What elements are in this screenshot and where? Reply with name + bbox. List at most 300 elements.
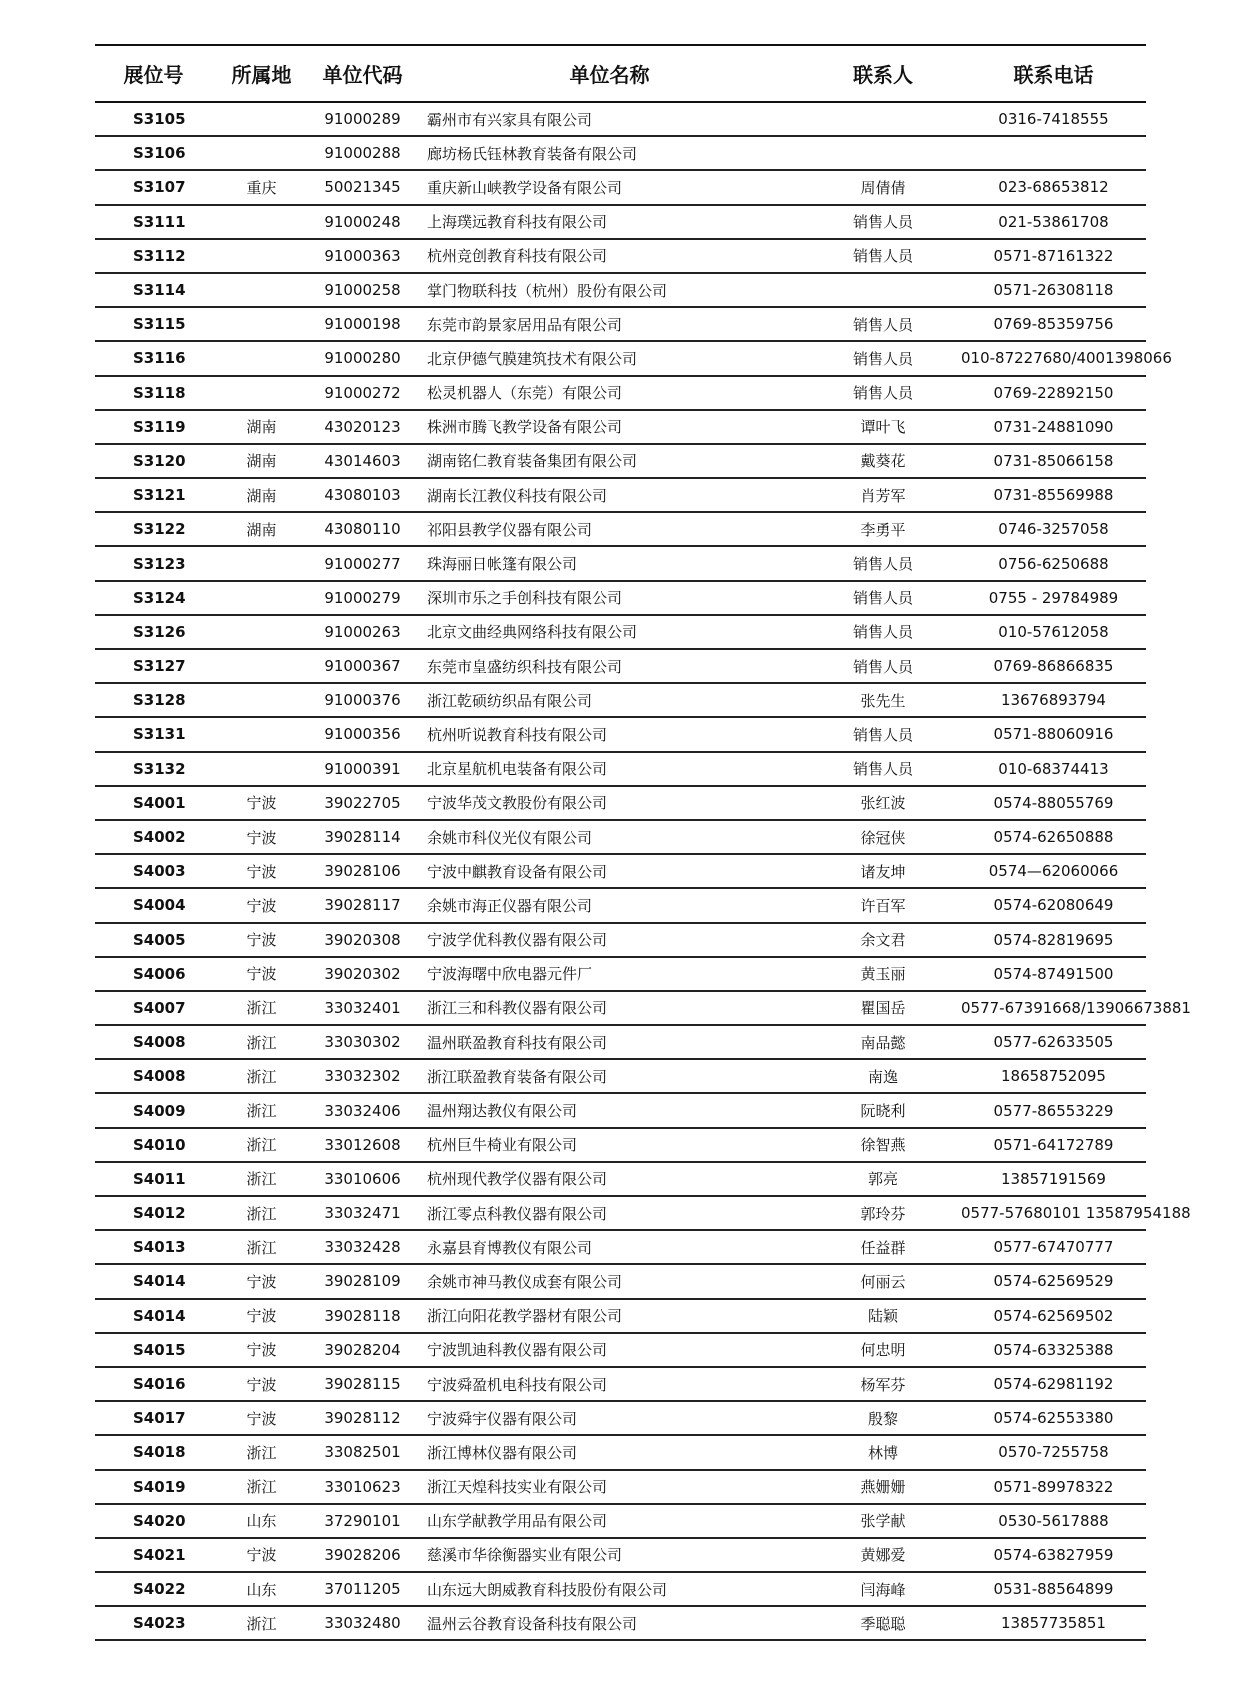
company-name-cell: 杭州竞创教育科技有限公司: [414, 239, 805, 273]
contact-cell: 张先生: [805, 683, 961, 717]
region-cell: 重庆: [212, 170, 311, 204]
table-row: [95, 1093, 1146, 1127]
phone-cell: 0316-7418555: [961, 102, 1146, 136]
company-name-cell: 深圳市乐之手创科技有限公司: [414, 581, 805, 615]
booth-cell: S3123: [95, 546, 212, 580]
company-name-cell: 山东学献教学用品有限公司: [414, 1504, 805, 1538]
region-cell: [212, 239, 311, 273]
code-cell: 39028206: [311, 1538, 414, 1572]
table-row: [95, 205, 1146, 239]
code-cell: 91000272: [311, 376, 414, 410]
table-row: [95, 102, 1146, 136]
code-cell: 91000356: [311, 717, 414, 751]
code-cell: 33032480: [311, 1606, 414, 1640]
phone-cell: 0769-22892150: [961, 376, 1146, 410]
code-cell: 39028115: [311, 1367, 414, 1401]
booth-cell: S4006: [95, 957, 212, 991]
phone-cell: 021-53861708: [961, 205, 1146, 239]
code-cell: 33032428: [311, 1230, 414, 1264]
table-row: [95, 1572, 1146, 1606]
contact-cell: 任益群: [805, 1230, 961, 1264]
booth-cell: S4001: [95, 786, 212, 820]
booth-cell: S3122: [95, 512, 212, 546]
company-name-cell: 重庆新山峡教学设备有限公司: [414, 170, 805, 204]
contact-cell: 张红波: [805, 786, 961, 820]
header-contact: 联系人: [805, 45, 961, 102]
company-name-cell: 宁波海曙中欣电器元件厂: [414, 957, 805, 991]
contact-cell: 徐冠侠: [805, 820, 961, 854]
table-row: [95, 307, 1146, 341]
code-cell: 91000248: [311, 205, 414, 239]
table-row: [95, 1162, 1146, 1196]
region-cell: 宁波: [212, 1367, 311, 1401]
company-name-cell: 松灵机器人（东莞）有限公司: [414, 376, 805, 410]
phone-cell: 0769-86866835: [961, 649, 1146, 683]
booth-cell: S3124: [95, 581, 212, 615]
header-phone: 联系电话: [961, 45, 1146, 102]
phone-cell: 0571-26308118: [961, 273, 1146, 307]
table-row: [95, 1401, 1146, 1435]
region-cell: [212, 376, 311, 410]
booth-cell: S3114: [95, 273, 212, 307]
code-cell: 91000277: [311, 546, 414, 580]
phone-cell: 0574-62080649: [961, 888, 1146, 922]
company-name-cell: 宁波中麒教育设备有限公司: [414, 854, 805, 888]
code-cell: 33010606: [311, 1162, 414, 1196]
code-cell: 39028117: [311, 888, 414, 922]
phone-cell: 0530-5617888: [961, 1504, 1146, 1538]
company-name-cell: 杭州巨牛椅业有限公司: [414, 1128, 805, 1162]
booth-cell: S3127: [95, 649, 212, 683]
region-cell: 浙江: [212, 1196, 311, 1230]
code-cell: 37011205: [311, 1572, 414, 1606]
table-row: [95, 170, 1146, 204]
code-cell: 39028118: [311, 1299, 414, 1333]
region-cell: 浙江: [212, 1128, 311, 1162]
table-row: [95, 1367, 1146, 1401]
company-name-cell: 上海璞远教育科技有限公司: [414, 205, 805, 239]
code-cell: 39028109: [311, 1264, 414, 1298]
code-cell: 39028204: [311, 1333, 414, 1367]
phone-cell: 0574-62569502: [961, 1299, 1146, 1333]
phone-cell: 0577-86553229: [961, 1093, 1146, 1127]
phone-cell: 0731-85569988: [961, 478, 1146, 512]
region-cell: [212, 102, 311, 136]
booth-cell: S3121: [95, 478, 212, 512]
table-row: [95, 923, 1146, 957]
contact-cell: 销售人员: [805, 546, 961, 580]
contact-cell: 闫海峰: [805, 1572, 961, 1606]
table-row: [95, 752, 1146, 786]
booth-cell: S3115: [95, 307, 212, 341]
phone-cell: 0574-87491500: [961, 957, 1146, 991]
booth-cell: S4013: [95, 1230, 212, 1264]
booth-cell: S3126: [95, 615, 212, 649]
table-row: [95, 1470, 1146, 1504]
phone-cell: 0731-85066158: [961, 444, 1146, 478]
phone-cell: 0574-63325388: [961, 1333, 1146, 1367]
table-row: [95, 581, 1146, 615]
table-row: [95, 1128, 1146, 1162]
company-name-cell: 珠海丽日帐篷有限公司: [414, 546, 805, 580]
contact-cell: 瞿国岳: [805, 991, 961, 1025]
table-row: [95, 512, 1146, 546]
phone-cell: 0577-57680101 13587954188: [961, 1196, 1146, 1230]
exhibitor-table: [95, 44, 1191, 1641]
code-cell: 43014603: [311, 444, 414, 478]
phone-cell: 0574-82819695: [961, 923, 1146, 957]
code-cell: 91000363: [311, 239, 414, 273]
code-cell: 91000367: [311, 649, 414, 683]
company-name-cell: 北京文曲经典网络科技有限公司: [414, 615, 805, 649]
company-name-cell: 浙江零点科教仪器有限公司: [414, 1196, 805, 1230]
booth-cell: S3131: [95, 717, 212, 751]
contact-cell: 郭亮: [805, 1162, 961, 1196]
contact-cell: 燕姗姗: [805, 1470, 961, 1504]
contact-cell: [805, 136, 961, 170]
table-row: [95, 1196, 1146, 1230]
company-name-cell: 浙江联盈教育装备有限公司: [414, 1059, 805, 1093]
region-cell: 宁波: [212, 1299, 311, 1333]
booth-cell: S4008: [95, 1059, 212, 1093]
contact-cell: 销售人员: [805, 752, 961, 786]
table-row: [95, 1230, 1146, 1264]
table-row: [95, 820, 1146, 854]
booth-cell: S4011: [95, 1162, 212, 1196]
company-name-cell: 杭州听说教育科技有限公司: [414, 717, 805, 751]
company-name-cell: 宁波舜盈机电科技有限公司: [414, 1367, 805, 1401]
region-cell: 浙江: [212, 1435, 311, 1469]
header-booth: 展位号: [95, 45, 212, 102]
booth-cell: S4022: [95, 1572, 212, 1606]
region-cell: 山东: [212, 1572, 311, 1606]
code-cell: 91000280: [311, 341, 414, 375]
booth-cell: S4021: [95, 1538, 212, 1572]
region-cell: [212, 717, 311, 751]
phone-cell: 010-57612058: [961, 615, 1146, 649]
code-cell: 43080103: [311, 478, 414, 512]
phone-cell: 13676893794: [961, 683, 1146, 717]
company-name-cell: 宁波凯迪科教仪器有限公司: [414, 1333, 805, 1367]
table-row: [95, 410, 1146, 444]
booth-cell: S3118: [95, 376, 212, 410]
table-row: [95, 615, 1146, 649]
booth-cell: S3119: [95, 410, 212, 444]
phone-cell: 0571-89978322: [961, 1470, 1146, 1504]
code-cell: 33032302: [311, 1059, 414, 1093]
header-code: 单位代码: [311, 45, 414, 102]
booth-cell: S3116: [95, 341, 212, 375]
contact-cell: 郭玲芬: [805, 1196, 961, 1230]
code-cell: 33012608: [311, 1128, 414, 1162]
contact-cell: 销售人员: [805, 307, 961, 341]
code-cell: 91000288: [311, 136, 414, 170]
region-cell: 浙江: [212, 1025, 311, 1059]
region-cell: 浙江: [212, 1162, 311, 1196]
contact-cell: 季聪聪: [805, 1606, 961, 1640]
phone-cell: 13857735851: [961, 1606, 1146, 1640]
table-row: [95, 341, 1146, 375]
contact-cell: [805, 102, 961, 136]
region-cell: 宁波: [212, 854, 311, 888]
booth-cell: S4008: [95, 1025, 212, 1059]
booth-cell: S4004: [95, 888, 212, 922]
code-cell: 39028112: [311, 1401, 414, 1435]
table-row: [95, 854, 1146, 888]
region-cell: [212, 546, 311, 580]
company-name-cell: 湖南长江教仪科技有限公司: [414, 478, 805, 512]
phone-cell: 0571-88060916: [961, 717, 1146, 751]
company-name-cell: 掌门物联科技（杭州）股份有限公司: [414, 273, 805, 307]
company-name-cell: 株洲市腾飞教学设备有限公司: [414, 410, 805, 444]
contact-cell: 李勇平: [805, 512, 961, 546]
code-cell: 91000391: [311, 752, 414, 786]
booth-cell: S4005: [95, 923, 212, 957]
contact-cell: 谭叶飞: [805, 410, 961, 444]
table-row: [95, 1538, 1146, 1572]
region-cell: [212, 683, 311, 717]
contact-cell: 许百军: [805, 888, 961, 922]
booth-cell: S3128: [95, 683, 212, 717]
table-row: [95, 683, 1146, 717]
code-cell: 33032471: [311, 1196, 414, 1230]
table-row: [95, 786, 1146, 820]
booth-cell: S3105: [95, 102, 212, 136]
table-row: [95, 957, 1146, 991]
phone-cell: 0577-67470777: [961, 1230, 1146, 1264]
company-name-cell: 霸州市有兴家具有限公司: [414, 102, 805, 136]
company-name-cell: 浙江三和科教仪器有限公司: [414, 991, 805, 1025]
contact-cell: 张学献: [805, 1504, 961, 1538]
contact-cell: 戴葵花: [805, 444, 961, 478]
company-name-cell: 山东远大朗威教育科技股份有限公司: [414, 1572, 805, 1606]
contact-cell: 销售人员: [805, 376, 961, 410]
table-row: [95, 1606, 1146, 1640]
booth-cell: S3132: [95, 752, 212, 786]
code-cell: 39028106: [311, 854, 414, 888]
contact-cell: 销售人员: [805, 717, 961, 751]
booth-cell: S3120: [95, 444, 212, 478]
company-name-cell: 慈溪市华徐衡器实业有限公司: [414, 1538, 805, 1572]
code-cell: 33010623: [311, 1470, 414, 1504]
company-name-cell: 永嘉县育博教仪有限公司: [414, 1230, 805, 1264]
contact-cell: 销售人员: [805, 615, 961, 649]
company-name-cell: 浙江乾硕纺织品有限公司: [414, 683, 805, 717]
code-cell: 39020308: [311, 923, 414, 957]
phone-cell: 13857191569: [961, 1162, 1146, 1196]
code-cell: 91000263: [311, 615, 414, 649]
phone-cell: 0574-62650888: [961, 820, 1146, 854]
phone-cell: 0577-67391668/13906673881: [961, 991, 1146, 1025]
code-cell: 43020123: [311, 410, 414, 444]
region-cell: 宁波: [212, 1264, 311, 1298]
code-cell: 91000289: [311, 102, 414, 136]
booth-cell: S4010: [95, 1128, 212, 1162]
region-cell: 宁波: [212, 957, 311, 991]
booth-cell: S4016: [95, 1367, 212, 1401]
phone-cell: 023-68653812: [961, 170, 1146, 204]
phone-cell: 010-68374413: [961, 752, 1146, 786]
table-row: [95, 1025, 1146, 1059]
region-cell: 山东: [212, 1504, 311, 1538]
region-cell: 浙江: [212, 1230, 311, 1264]
company-name-cell: 北京星航机电装备有限公司: [414, 752, 805, 786]
contact-cell: 徐智燕: [805, 1128, 961, 1162]
region-cell: 宁波: [212, 1333, 311, 1367]
region-cell: 浙江: [212, 1470, 311, 1504]
booth-cell: S4020: [95, 1504, 212, 1538]
table-row: [95, 1264, 1146, 1298]
contact-cell: 殷黎: [805, 1401, 961, 1435]
contact-cell: 何忠明: [805, 1333, 961, 1367]
phone-cell: 0570-7255758: [961, 1435, 1146, 1469]
region-cell: 浙江: [212, 991, 311, 1025]
table-row: [95, 1333, 1146, 1367]
code-cell: 39022705: [311, 786, 414, 820]
region-cell: [212, 649, 311, 683]
company-name-cell: 东莞市韵景家居用品有限公司: [414, 307, 805, 341]
table-row: [95, 1435, 1146, 1469]
phone-cell: 18658752095: [961, 1059, 1146, 1093]
contact-cell: 销售人员: [805, 205, 961, 239]
phone-cell: 0577-62633505: [961, 1025, 1146, 1059]
company-name-cell: 宁波学优科教仪器有限公司: [414, 923, 805, 957]
table-row: [95, 239, 1146, 273]
table-row: [95, 444, 1146, 478]
region-cell: 宁波: [212, 820, 311, 854]
code-cell: 37290101: [311, 1504, 414, 1538]
booth-cell: S4014: [95, 1299, 212, 1333]
region-cell: 浙江: [212, 1606, 311, 1640]
phone-cell: [961, 136, 1146, 170]
code-cell: 91000258: [311, 273, 414, 307]
phone-cell: 0531-88564899: [961, 1572, 1146, 1606]
contact-cell: 林博: [805, 1435, 961, 1469]
booth-cell: S4018: [95, 1435, 212, 1469]
phone-cell: 0574—62060066: [961, 854, 1146, 888]
region-cell: [212, 615, 311, 649]
table-row: [95, 1059, 1146, 1093]
region-cell: 湖南: [212, 410, 311, 444]
table-header: [95, 45, 1146, 102]
booth-cell: S3111: [95, 205, 212, 239]
region-cell: [212, 752, 311, 786]
region-cell: 宁波: [212, 888, 311, 922]
table-row: [95, 1299, 1146, 1333]
phone-cell: 0571-87161322: [961, 239, 1146, 273]
booth-cell: S4012: [95, 1196, 212, 1230]
table-row: [95, 649, 1146, 683]
code-cell: 43080110: [311, 512, 414, 546]
region-cell: 浙江: [212, 1059, 311, 1093]
region-cell: [212, 273, 311, 307]
contact-cell: 余文君: [805, 923, 961, 957]
phone-cell: 0746-3257058: [961, 512, 1146, 546]
region-cell: [212, 205, 311, 239]
region-cell: 宁波: [212, 923, 311, 957]
contact-cell: 南逸: [805, 1059, 961, 1093]
code-cell: 50021345: [311, 170, 414, 204]
table-row: [95, 478, 1146, 512]
region-cell: 浙江: [212, 1093, 311, 1127]
booth-cell: S4015: [95, 1333, 212, 1367]
booth-cell: S3112: [95, 239, 212, 273]
booth-cell: S4003: [95, 854, 212, 888]
phone-cell: 0571-64172789: [961, 1128, 1146, 1162]
booth-cell: S3106: [95, 136, 212, 170]
phone-cell: 0756-6250688: [961, 546, 1146, 580]
code-cell: 91000376: [311, 683, 414, 717]
company-name-cell: 祁阳县教学仪器有限公司: [414, 512, 805, 546]
contact-cell: 阮晓利: [805, 1093, 961, 1127]
header-name: 单位名称: [414, 45, 805, 102]
table-row: [95, 1504, 1146, 1538]
contact-cell: 杨军芬: [805, 1367, 961, 1401]
region-cell: 湖南: [212, 512, 311, 546]
phone-cell: 0574-63827959: [961, 1538, 1146, 1572]
company-name-cell: 余姚市科仪光仪有限公司: [414, 820, 805, 854]
code-cell: 33032401: [311, 991, 414, 1025]
contact-cell: 黄玉丽: [805, 957, 961, 991]
company-name-cell: 浙江博林仪器有限公司: [414, 1435, 805, 1469]
contact-cell: 黄娜爱: [805, 1538, 961, 1572]
table-row: [95, 717, 1146, 751]
company-name-cell: 浙江天煌科技实业有限公司: [414, 1470, 805, 1504]
table-row: [95, 546, 1146, 580]
contact-cell: 销售人员: [805, 649, 961, 683]
region-cell: [212, 581, 311, 615]
code-cell: 33030302: [311, 1025, 414, 1059]
code-cell: 91000279: [311, 581, 414, 615]
company-name-cell: 余姚市海正仪器有限公司: [414, 888, 805, 922]
table-row: [95, 991, 1146, 1025]
booth-cell: S4014: [95, 1264, 212, 1298]
region-cell: 宁波: [212, 1401, 311, 1435]
code-cell: 33082501: [311, 1435, 414, 1469]
booth-cell: S4009: [95, 1093, 212, 1127]
contact-cell: 周倩倩: [805, 170, 961, 204]
table-body: [95, 102, 1191, 1640]
phone-cell: 0769-85359756: [961, 307, 1146, 341]
header-row: [95, 45, 1146, 102]
table-row: [95, 273, 1146, 307]
contact-cell: 诸友坤: [805, 854, 961, 888]
code-cell: 39020302: [311, 957, 414, 991]
phone-cell: 0574-62553380: [961, 1401, 1146, 1435]
company-name-cell: 宁波华茂文教股份有限公司: [414, 786, 805, 820]
region-cell: 宁波: [212, 1538, 311, 1572]
company-name-cell: 东莞市皇盛纺织科技有限公司: [414, 649, 805, 683]
phone-cell: 0731-24881090: [961, 410, 1146, 444]
company-name-cell: 温州联盈教育科技有限公司: [414, 1025, 805, 1059]
company-name-cell: 宁波舜宇仪器有限公司: [414, 1401, 805, 1435]
company-name-cell: 湖南铭仁教育装备集团有限公司: [414, 444, 805, 478]
code-cell: 91000198: [311, 307, 414, 341]
phone-cell: 0574-62569529: [961, 1264, 1146, 1298]
company-name-cell: 浙江向阳花教学器材有限公司: [414, 1299, 805, 1333]
booth-cell: S4007: [95, 991, 212, 1025]
region-cell: 湖南: [212, 444, 311, 478]
company-name-cell: 廊坊杨氏钰林教育装备有限公司: [414, 136, 805, 170]
phone-cell: 0755 - 29784989: [961, 581, 1146, 615]
contact-cell: 南品懿: [805, 1025, 961, 1059]
header-region: 所属地: [212, 45, 311, 102]
region-cell: [212, 307, 311, 341]
region-cell: 湖南: [212, 478, 311, 512]
company-name-cell: 余姚市神马教仪成套有限公司: [414, 1264, 805, 1298]
region-cell: [212, 136, 311, 170]
booth-cell: S4023: [95, 1606, 212, 1640]
